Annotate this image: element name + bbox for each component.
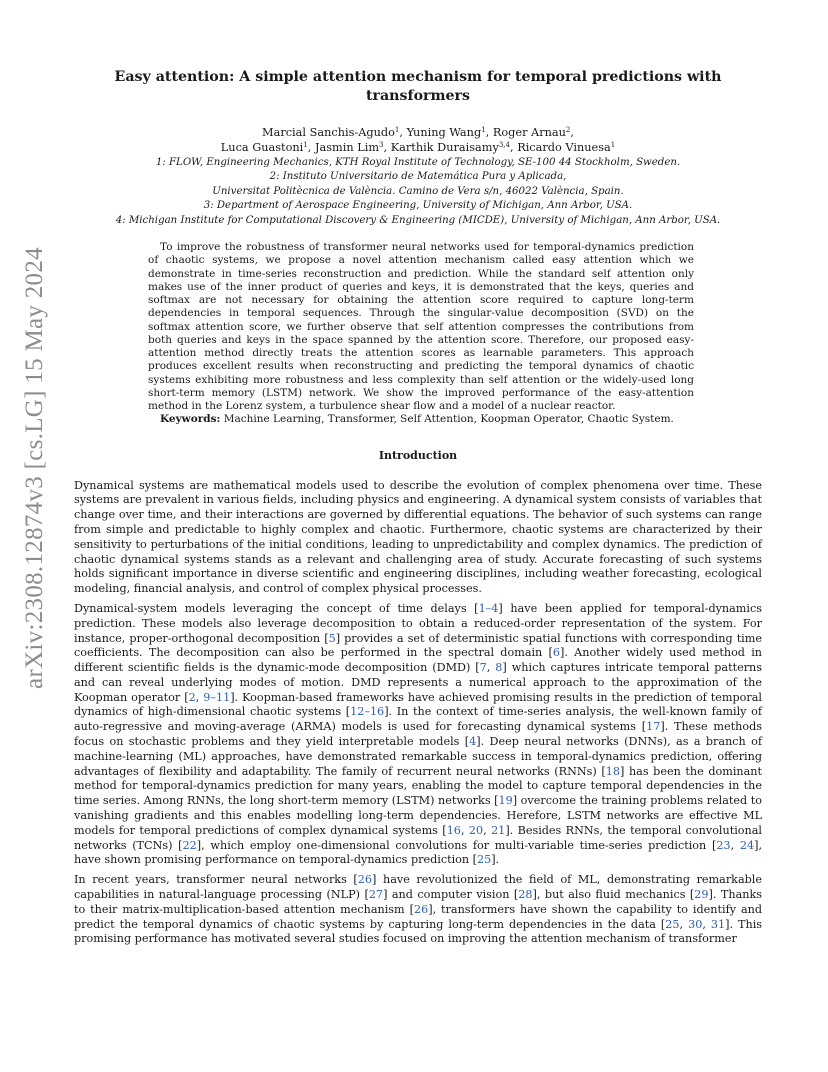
citation-link[interactable]: 31 [710,917,726,931]
author-affiliation-mark: 2 [565,126,571,134]
citation-link[interactable]: 23 [716,838,731,852]
author-name: Yuning Wang [406,126,482,139]
citation-link[interactable]: 27 [368,888,384,902]
paragraph-text: , [195,690,204,704]
paragraph-text: , [679,917,689,931]
author-affiliation-mark: 3 [379,141,384,149]
section-heading: Introduction [378,448,458,462]
paragraph-text: ], have shown promising performance on temporal-dynamics prediction [ [74,838,762,867]
paragraph-text: , [486,661,496,675]
paragraph-text: ]. Besides RNNs, the temporal convolutional networks (TCNs) [ [74,823,762,852]
paragraph-text: Dynamical systems are mathematical models used to describe the evolution of complex phenomena over time. These systems are prevalent in various fields, including physics and engineering. A dynamical system consists of variables that change over time, and their interactions are governed by differential equations. The behavior of such systems can range from simple and predictable to highly complex and chaotic. Furthermore, chaotic systems are characterized by their sensitivity to perturbations of the initial conditions, leading to unpredictability and complex dynamics. The prediction of chaotic dynamical systems stands as a relevant and challenging area of study. Accurate forecasting of such systems holds significant importance in diverse scientific and engineering disciplines, including weather forecasting, ecological modeling, financial analysis, and control of complex physical processes. [74,478,762,596]
author-name: Roger Arnau [492,126,566,139]
abstract-text: To improve the robustness of transformer neural networks used for temporal-dynamics prediction of chaotic systems, we propose a novel attention mechanism called easy attention which we demonstrate in time-series reconstruction and prediction. While the standard self attention only makes use of the inner product of queries and keys, it is demonstrated that the keys, queries and softmax are not necessary for obtaining the attention score required to capture long-term dependencies in temporal sequences. Through the singular-value decomposition (SVD) on the softmax attention score, we further observe that self attention compresses the contributions from both queries and keys in the space spanned by the attention score. Therefore, our proposed easy-attention method directly treats the attention scores as learnable parameters. This approach produces excellent results when reconstructing and predicting the temporal dynamics of chaotic systems exhibiting more robustness and less complexity than self attention or the widely-used long short-term memory (LSTM) network. We show the improved performance of the easy-attention method in the Lorenz system, a turbulence shear flow and a model of a nuclear reactor. [148,241,694,413]
paper-title: Easy attention: A simple attention mechanism for temporal predictions with transformers [114,69,722,104]
keywords-label: Keywords: [160,413,221,426]
paragraph-text: , [702,917,711,931]
author-name: Marcial Sanchis-Agudo [262,126,395,139]
paragraph-text: ]. Deep neural networks (DNNs), as a branch of machine-learning (ML) approaches, have demonstrated remarkable success in temporal-dynamics prediction, offering advantages of flexibility and adaptability. The family of recurrent neural networks (RNNs) [ [74,735,762,778]
citation-link[interactable]: 28 [518,888,533,902]
citation-link[interactable]: 24 [739,838,755,852]
author-affiliation-mark: 1 [481,126,486,134]
paragraph-text: ]. Thanks to their matrix-multiplication-based attention mechanism [ [74,888,762,916]
author-name: Ricardo Vinuesa [517,141,611,154]
paragraph-text: ], transformers have shown the capability to identify and predict the temporal dynamics of chaotic systems by capturing long-term dependencies in the data [ [74,902,762,931]
paragraph-text: , [483,823,492,837]
arxiv-id: arXiv:2308.12874v3 [cs.LG] 15 May 2024 [21,247,48,689]
citation-link[interactable]: 17 [646,720,661,734]
citation-link[interactable]: 29 [694,888,709,902]
citation-link[interactable]: 8 [495,661,503,675]
paragraph-text: ]. [491,853,500,867]
paragraph-text: ]. In the context of time-series analysis, the well-known family of auto-regressive and moving-average (ARMA) models is used for forecasting dynamical systems [ [74,705,762,734]
paragraph-text: ] has been the dominant method for temporal-dynamics prediction for many years, enabling the model to capture temporal dependencies in the time series. Among RNNs, the long short-term memory (LSTM) networks [ [74,764,762,808]
paragraph-text: , [460,823,469,837]
citation-link[interactable]: 21 [491,823,506,837]
author-line: Luca Guastoni$^1$, Jasmin Lim$^3$, Karthik Duraisamy$^{3,4}$, Ricardo Vinuesa$^1$ [220,141,616,154]
citation-link[interactable]: 30 [688,917,703,931]
author-affiliation-mark: 1 [610,141,616,149]
author-affiliation-mark: 1 [394,126,400,134]
citation-link[interactable]: 12–16 [350,705,385,719]
paper-page [74,68,762,952]
citation-link[interactable]: 19 [498,794,513,808]
citation-link[interactable]: 26 [357,873,373,887]
body-paragraph [74,479,762,597]
citation-link[interactable]: 1–4 [478,601,499,615]
citation-link[interactable]: 25 [477,853,492,867]
citation-link[interactable]: 4 [469,735,477,749]
author-affiliation-mark: 1 [303,141,308,149]
abstract [148,241,694,427]
paragraph-text: ]. Koopman-based frameworks have achieved promising results in the prediction of temporal dynamics of high-dimensional chaotic systems [ [74,690,763,719]
citation-link[interactable]: 22 [182,838,197,852]
affiliation-line: 4: Michigan Institute for Computational Discovery & Engineering (MICDE), University of Michigan, Ann Arbor, USA. [115,214,721,226]
author-name: Jasmin Lim [314,141,380,154]
citation-link[interactable]: 16 [446,823,461,837]
citation-link[interactable]: 18 [605,764,620,778]
citation-link[interactable]: 7 [479,661,487,675]
author-list [74,125,762,155]
affiliations [64,156,772,228]
affiliation-line: 1: FLOW, Engineering Mechanics, KTH Royal Institute of Technology, SE-100 44 Stockholm, Sweden. [155,157,681,168]
paragraph-text: ] and computer vision [ [383,888,519,902]
affiliation-line: 2: Instituto Universitario de Matemática Pura y Aplicada, [269,171,567,183]
affiliation-line: 3: Department of Aerospace Engineering, University of Michigan, Ann Arbor, USA. [203,200,633,212]
citation-link[interactable]: 20 [468,823,484,837]
body-paragraph [74,873,762,947]
citation-link[interactable]: 25 [665,917,680,931]
affiliation-line: Universitat Politècnica de València. Camino de Vera s/n, 46022 València, Spain. [212,185,624,197]
citation-link[interactable]: 26 [413,902,429,916]
author-name: Luca Guastoni [220,141,304,154]
author-name: Karthik Duraisamy [390,141,499,154]
author-affiliation-mark: 3,4 [498,141,510,149]
citation-link[interactable]: 6 [552,646,560,660]
paragraph-text: , [730,838,740,852]
paragraph-text: ] which captures intricate temporal patterns and can reveal underlying modes of motion. DMD represents a numerical approach to the approximation of the Koopman operator [ [74,661,762,704]
keywords-line [148,413,694,426]
citation-link[interactable]: 5 [328,631,336,645]
paragraph-text: ]. This promising performance has motivated several studies focused on improving the attention mechanism of transformer [74,917,763,946]
paragraph-text: ]. Another widely used method in different scientific fields is the dynamic-mode decomposition (DMD) [ [74,646,762,675]
paragraph-text: ], but also fluid mechanics [ [532,888,695,902]
paragraph-text: ] overcome the training problems related to vanishing gradients and this enables modelling long-term dependencies. Herefore, LSTM networks are effective ML models for temporal predictions of complex dynamical systems [ [74,794,763,837]
paragraph-text: ], which employ one-dimensional convolutions for multi-variable time-series prediction [ [196,838,717,852]
paragraph-text: Dynamical-system models leveraging the concept of time delays [ [74,601,479,615]
citation-link[interactable]: 2 [188,690,196,704]
paragraph-text: ] have revolutionized the field of ML, demonstrating remarkable capabilities in natural-language processing (NLP) [ [74,873,762,902]
paragraph-text: ] have been applied for temporal-dynamics prediction. These models also leverage decomposition to obtain a reduced-order representation of the system. For instance, proper-orthogonal decomposition [ [74,601,762,645]
author-line: Marcial Sanchis-Agudo$^1$, Yuning Wang$^1$, Roger Arnau$^2$, [262,126,574,139]
body-text [74,479,762,948]
arxiv-identifier-stamp [18,248,52,688]
body-paragraph [74,602,762,868]
citation-link[interactable]: 9–11 [203,690,231,704]
paragraph-text: ] provides a set of deterministic spatial functions with corresponding time coefficients. The decomposition can also be performed in the spectral domain [ [74,631,762,660]
paragraph-text: In recent years, transformer neural networks [ [74,873,358,887]
keywords-text: Machine Learning, Transformer, Self Attention, Koopman Operator, Chaotic System. [223,413,674,426]
paragraph-text: ]. These methods focus on stochastic problems and they yield interpretable models [ [74,720,762,749]
